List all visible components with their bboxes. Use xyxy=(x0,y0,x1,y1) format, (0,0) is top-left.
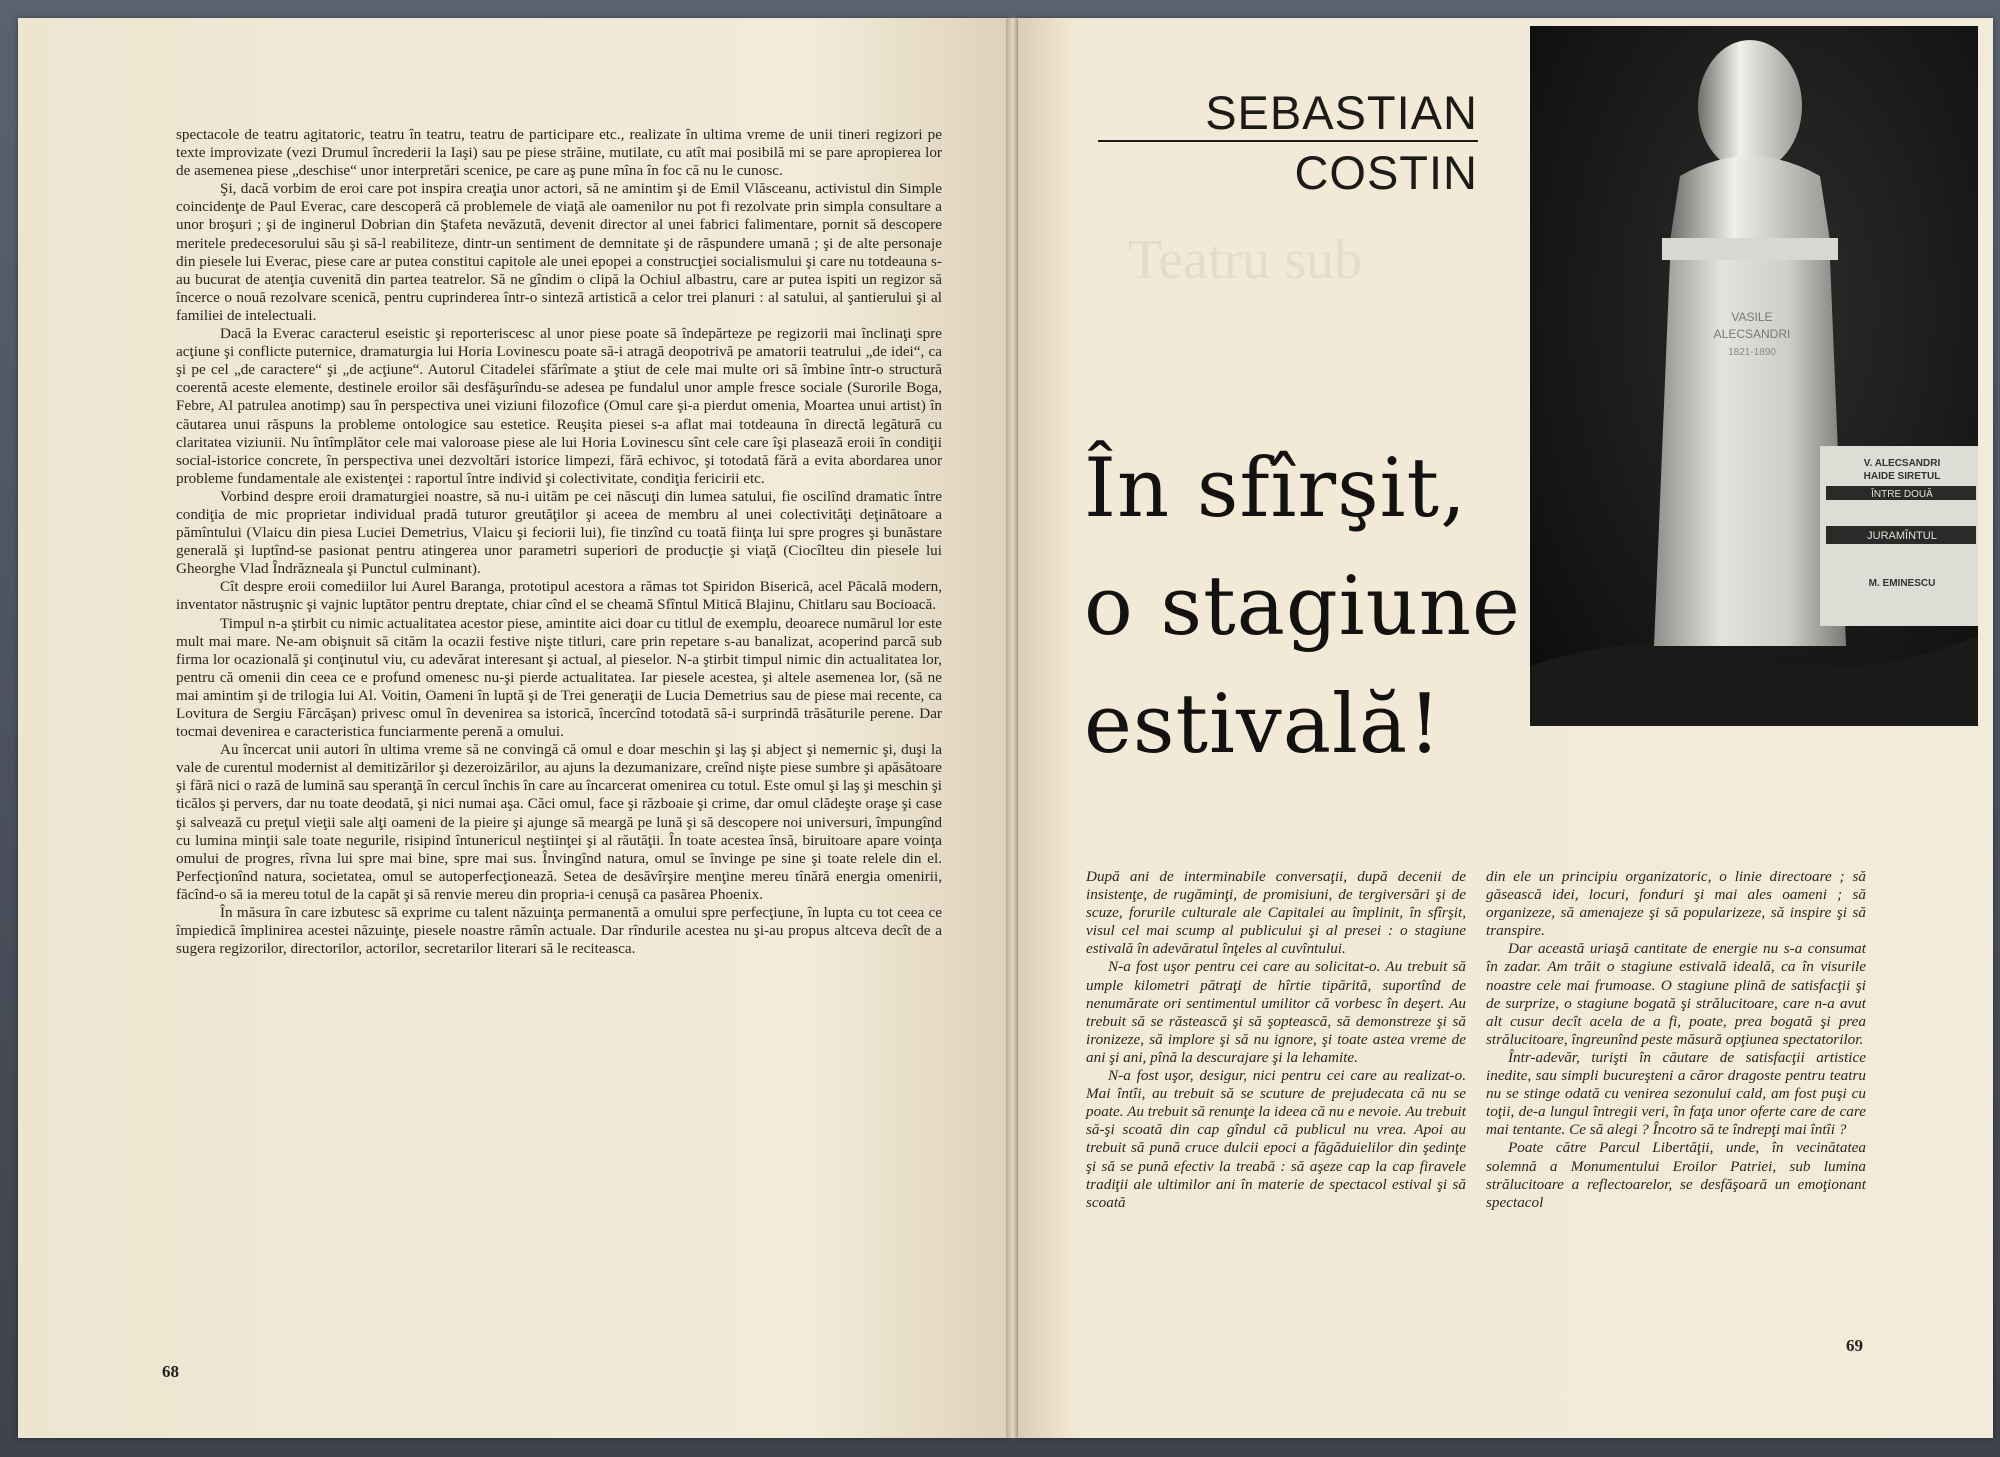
paragraph: din ele un principiu organizatoric, o linie directoare ; să găsească idei, locuri, fonduri şi mai ales oameni ; să organizeze, să amenajeze şi să popularizeze, să inspire şi să transpire. xyxy=(1486,868,1866,940)
headline-line: estivală! xyxy=(1084,678,1442,772)
plaque-line: ALECSANDRI xyxy=(1713,327,1791,341)
author-first-name: SEBASTIAN xyxy=(1205,86,1478,139)
paragraph: Vorbind despre eroii dramaturgiei noastre, să nu-i uităm pe cei născuţi din lumea satului, fie oscilînd dramatic între condiţia de mic proprietar individual pradă tuturor greutăţilor şi aceea de membru al unei colectivităţi deţinătoare a pămîntului (Vlaicu din piesa Luciei Demetrius, Vlaicu şi feciorii lui), fie tinzînd cu toată fiinţa lui spre progres şi bunăstare generală şi luptînd-se pasionat pentru atingerea unor parametri superiori de producţie şi viaţă (Ciocîlteu din piesele lui Gheorghe Vlad Îndrăzneala şi Punctul culminant). xyxy=(176,487,942,578)
paragraph: spectacole de teatru agitatoric, teatru în teatru, teatru de participare etc., realizate în ultima vreme de unii tineri regizori pe texte improvizate (vezi Drumul încrederii la Iaşi) sau pe piese străine, mutilate, cu atît mai posibilă mi se pare apropierea lor de asemenea piese „deschise“ unor interpretări scenice, pe care aş pune mîna în foc că nu le cunosc. xyxy=(176,126,942,180)
article-column-1 xyxy=(1086,868,1466,1212)
author-rule xyxy=(1098,140,1478,142)
page-number-right: 69 xyxy=(1846,1336,1863,1355)
base-inscription: M. EMINESCU xyxy=(1868,578,1936,589)
right-page xyxy=(1018,18,1993,1438)
article-continuation xyxy=(176,126,942,958)
author-name xyxy=(1078,88,1478,197)
base-inscription: V. ALECSANDRI xyxy=(1863,458,1941,469)
paragraph: După ani de interminabile conversaţii, după decenii de insistenţe, de rugăminţi, de promisiuni, de tergiversări şi de scuze, forurile culturale ale Capitalei au împlinit, în sfîrşit, visul cel mai scump al publicului şi al presei : o stagiune estivală în adevăratul înţeles al cuvîntului. xyxy=(1086,868,1466,958)
paragraph: Dacă la Everac caracterul eseistic şi reporteriscesc al unor piese poate să îndepărteze pe regizorii mai înclinaţi spre acţiune şi conflicte puternice, dramaturgia lui Horia Lovinescu poate să-i atragă deopotrivă pe amatorii teatrului „de idei“, ca şi pe cel „de caractere“ şi „de acţiune“. Autorul Citadelei sfărîmate a ştiut de cele mai multe ori să îmbine într-o structură coerentă aceste elemente, destinele eroilor săi desfăşurîndu-se adesea pe fundalul unor ample fresce sociale (Surorile Boga, Febre, Al patrulea anotimp) sau în perspectiva unei viziuni filozofice (Omul care şi-a pierdut omenia, Moartea unui artist) în căutarea unui răspuns la probleme ontologice sau estetice. Reuşita piesei s-a aflat mai totdeauna în directă legătură cu claritatea viziunii. Nu întîmplător cele mai valoroase piese ale lui Horia Lovinescu sînt cele care îşi plasează eroii în condiţii social-istorice concrete, în perspectiva unei dezvoltări istorice limpezi, fără echivoc, şi totodată fără a evita abordarea unor probleme fundamentale ale existenţei : raportul între individ şi colectivitate, condiţia fericirii etc. xyxy=(176,325,942,487)
monument-illustration xyxy=(1530,26,1978,726)
plaque-line: 1821-1890 xyxy=(1728,347,1776,358)
paragraph: Într-adevăr, turişti în căutare de satisfacţii artistice inedite, sau simpli bucureşteni a căror dragoste pentru teatru nu se stinge odată cu venirea sezonului cald, am fost puşi cu toţii, de-a lungul întregii veri, în faţa unor oferte care de care mai tentante. Ce să alegi ? Încotro să te îndrepţi mai întîi ? xyxy=(1486,1048,1866,1139)
paragraph: Timpul n-a ştirbit cu nimic actualitatea acestor piese, amintite aici doar cu titlul de exemplu, deoarece numărul lor este mult mai mare. Ne-am obişnuit să cităm la ocazii festive nişte titluri, care prin repetare s-au banalizat, acoperind parcă sub firma lor ocazională şi conţinutul viu, cu adevărat interesant şi actual, al pieselor. N-a ştirbit timpul nimic din actualitatea lor, pentru că omenii din ceea ce e profund omenesc nu-şi pierde actualitatea. Iar piesele acestea, şi altele asemenea lor, (să ne mai amintim şi de trilogia lui Al. Voitin, Oameni în luptă şi de Trei generaţii de Lucia Demetrius sau de piese mai recente, ca Lovitura de Sergiu Fărcăşan) privesc omul în devenirea sa istorică, încercînd totodată să-i surprindă trăsăturile perene. Dar tocmai devenirea e caracteristica funciarmente perenă a omului. xyxy=(176,614,942,741)
paragraph: În măsura în care izbutesc să exprime cu talent năzuinţa permanentă a omului spre perfecţiune, în lupta cu tot ceea ce împiedică împlinirea acestei năzuinţe, piesele noastre rămîn actuale. Dar rîndurile acestea nu şi-au propus altceva decît de a sugera regizorilor, directorilor, actorilor, secretarilor literari să le reciteasca. xyxy=(176,904,942,958)
base-inscription: HAIDE SIRETUL xyxy=(1863,471,1941,482)
author-last-name: COSTIN xyxy=(1294,146,1478,199)
monument-photo xyxy=(1530,26,1978,726)
left-page xyxy=(18,18,1008,1438)
paragraph: N-a fost uşor pentru cei care au solicitat-o. Au trebuit să umple kilometri pătraţi de hîrtie tipărită, suportînd de nenumărate ori sentimentul umilitor că vorbesc în deşert. Au trebuit să se răstească şi să şoptească, să demonstreze şi să ironizeze, să implore şi să nu ignore, şi toate astea vreme de ani şi ani, pînă la descurajare şi la lehamite. xyxy=(1086,958,1466,1066)
headline-line: În sfîrşit, xyxy=(1084,442,1467,536)
paragraph: Cît despre eroii comediilor lui Aurel Baranga, prototipul acestora a rămas tot Spiridon Biserică, acel Păcală modern, inventator năstruşnic şi vajnic luptător pentru dreptate, chiar cînd el se cheamă Sfîntul Mitică Blajinu, Chitlaru sau Bocioacă. xyxy=(176,578,942,614)
page-number-left: 68 xyxy=(162,1362,179,1381)
paragraph: Şi, dacă vorbim de eroi care pot inspira creaţia unor actori, să ne amintim şi de Emil Vlăsceanu, activistul din Simple coincidenţe de Paul Everac, care descoperă că problemele de viaţă ale oamenilor nu pot fi rezolvate prin simpla consultare a unor broşuri ; şi de inginerul Dobrian din Ştafeta nevăzută, devenit director al unei fabrici falimentare, pornit să descopere meritele predecesorului său şi să-l reabiliteze, dintr-un sentiment de demnitate şi de răspundere umană ; şi de alte personaje din piesele lui Everac, piese care ar putea constitui capitole ale unei epopei a construcţiei socialismului şi care nu totdeauna s-au bucurat de atenţia cuvenită din partea teatrelor. Să ne gîndim o clipă la Ochiul albastru, care ar putea ispiti un regizor să încerce o nouă rezolvare scenică, pentru cuprinderea într-o sinteză artistică a celor trei planuri : al satului, al şantierului şi al familiei de intelectuali. xyxy=(176,180,942,324)
show-through-text: Teatru sub xyxy=(1128,229,1363,291)
paragraph: Au încercat unii autori în ultima vreme să ne convingă că omul e doar meschin şi laş şi abject şi nemernic şi, duşi la vale de curentul modernist al demitizărilor şi dezeroizărilor, au ajuns la dezumanizare, creînd nişte piese sumbre şi apăsătoare şi fără nici o rază de lumină sau speranţă în cercul închis în care au încarcerat omenirea cu totul. Este omul şi laş şi meschin şi ticălos şi pervers, dar nu toate deodată, şi nici numai aşa. Căci omul, face şi războaie şi crime, dar omul clădeşte oraşe şi case şi salvează cu preţul vieţii sale alţi oameni de la pieire şi ajunge să meargă pe lună şi să descopere noi universuri, împungînd cu lumina minţii sale toate negurile, risipind întunericul neştiinţei şi al răutăţii. În toate acestea însă, biruitoare apare voinţa omului de progres, rîvna lui spre mai bine, spre mai sus. Învingînd natura, omul se învinge pe sine şi toate relele din el. Perfecţionînd natura, societatea, omul se autoperfecţionează. Setea de desăvîrşire menţine mereu tînără energia omenirii, făcînd-o să ia mereu totul de la capăt şi să renvie mereu din propria-i cenuşă ca pasărea Phoenix. xyxy=(176,741,942,903)
paragraph: Poate către Parcul Libertăţii, unde, în vecinătatea solemnă a Monumentului Eroilor Patriei, sub lumina strălucitoare a reflectoarelor, se desfăşoară un emoţionant spectacol xyxy=(1486,1139,1866,1211)
headline-line: o stagiune xyxy=(1084,560,1521,654)
base-inscription: JURAMÎNTUL xyxy=(1867,530,1937,542)
paragraph: Dar această uriaşă cantitate de energie nu s-a consumat în zadar. Am trăit o stagiune estivală ideală, ca în visurile noastre cele mai frumoase. O stagiune plină de satisfacţii şi de surprize, o stagiune bogată şi strălucitoare, care n-a avut alt cusur decît acela de a fi, poate, prea bogată şi prea strălucitoare, îngreunînd peste măsură opţiunea spectatorilor. xyxy=(1486,940,1866,1048)
article-column-2 xyxy=(1486,868,1866,1212)
paragraph: N-a fost uşor, desigur, nici pentru cei care au realizat-o. Mai întîi, au trebuit să se scuture de prejudecata că nu se poate. Au trebuit să renunţe la ideea că nu e nevoie. Au trebuit să-şi scoată din cap gîndul că publicul nu vrea. Apoi au trebuit să pună cruce dulcii epoci a făgăduielilor din şedinţe şi să se pună efectiv la treabă : să aşeze cap la cap firavele tradiţii ale ultimilor ani în materie de spectacol estival şi să scoată xyxy=(1086,1067,1466,1211)
article-headline xyxy=(1084,430,1521,784)
base-inscription: ÎNTRE DOUĂ xyxy=(1871,489,1933,500)
plaque-line: VASILE xyxy=(1731,310,1773,324)
